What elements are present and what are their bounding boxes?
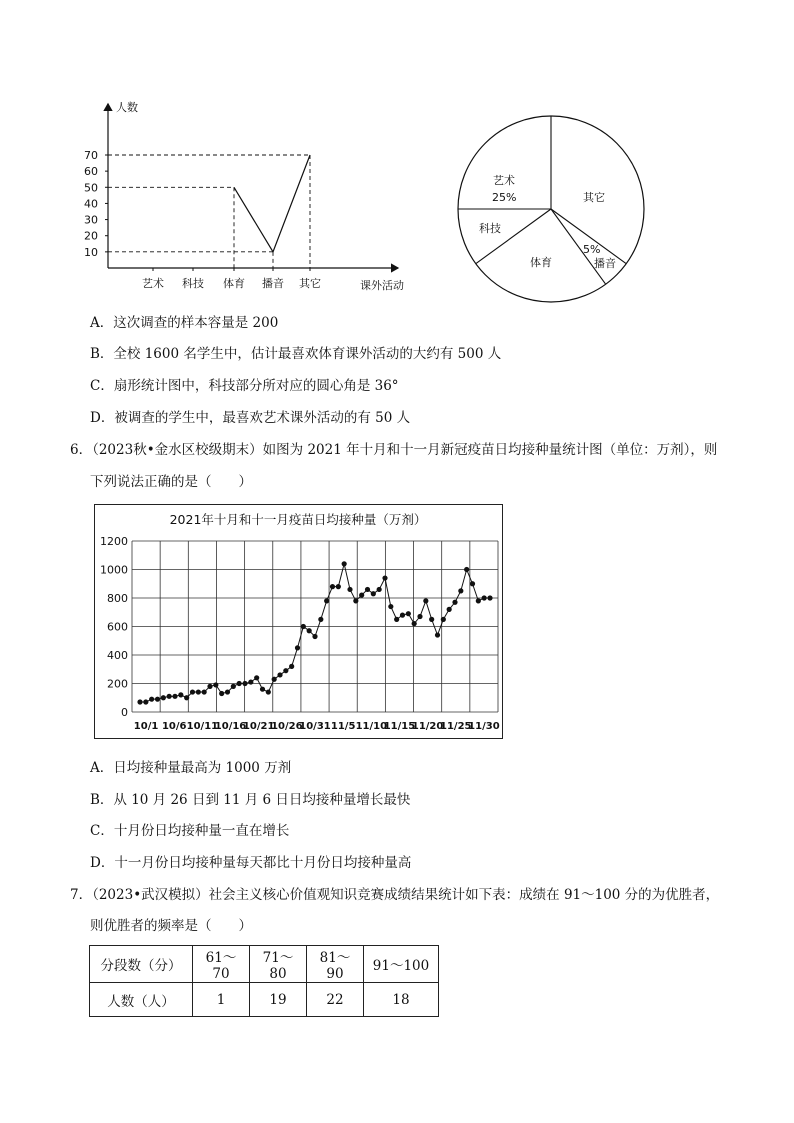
table-cell: 19 xyxy=(250,983,307,1017)
data-point xyxy=(312,634,317,639)
y-axis-label: 人数 xyxy=(116,101,138,114)
data-point xyxy=(149,697,154,702)
x-tick-label: 11/10 xyxy=(355,721,388,732)
data-point xyxy=(242,681,247,686)
x-tick-label: 11/15 xyxy=(383,721,416,732)
data-point xyxy=(336,584,341,589)
y-tick-label: 70 xyxy=(84,149,98,162)
data-point xyxy=(458,588,463,593)
x-axis-label: 课外活动 xyxy=(360,279,404,292)
data-point xyxy=(353,598,358,603)
data-point xyxy=(289,664,294,669)
data-point xyxy=(301,624,306,629)
q6-option-c: C．十月份日均接种量一直在增长 xyxy=(90,823,290,839)
q6-option-d: D．十一月份日均接种量每天都比十月份日均接种量高 xyxy=(90,855,412,871)
table-row xyxy=(90,983,439,1017)
data-point xyxy=(231,684,236,689)
x-tick-label: 10/1 xyxy=(133,721,159,732)
q6-stem-line2: 下列说法正确的是（ ） xyxy=(90,474,252,490)
data-point xyxy=(184,695,189,700)
x-tick-label: 11/25 xyxy=(440,721,472,732)
data-point xyxy=(365,587,370,592)
data-point xyxy=(423,598,428,603)
x-tick-label: 11/30 xyxy=(468,721,500,732)
q6-stem-line1: 6．（2023秋•金水区校级期末）如图为 2021 年十月和十一月新冠疫苗日均接种量统计图（单位：万剂），则 xyxy=(70,442,718,458)
y-tick-label: 1200 xyxy=(100,535,128,548)
data-point xyxy=(260,687,265,692)
y-tick-label: 20 xyxy=(84,229,98,243)
table-cell: 91～100 xyxy=(364,946,439,983)
data-point xyxy=(137,699,142,704)
data-point xyxy=(464,567,469,572)
data-point xyxy=(219,691,224,696)
data-point xyxy=(190,689,195,694)
data-point xyxy=(307,628,312,633)
data-point xyxy=(143,699,148,704)
data-point xyxy=(155,697,160,702)
y-tick-label: 50 xyxy=(84,181,98,195)
vaccine-line-chart xyxy=(94,504,504,740)
x-tick-label: 10/11 xyxy=(186,721,219,732)
q5-option-a: A．这次调查的样本容量是 200 xyxy=(90,315,279,331)
table-cell: 人数（人） xyxy=(90,983,193,1017)
table-cell: 61～70 xyxy=(193,946,250,983)
y-tick-label: 600 xyxy=(107,620,128,634)
q6-option-b: B．从 10 月 26 日到 11 月 6 日日均接种量增长最快 xyxy=(90,792,411,808)
pie-label-art: 艺术 xyxy=(493,174,515,187)
q7-stem-line2: 则优胜者的频率是（ ） xyxy=(90,918,252,934)
data-point xyxy=(342,561,347,566)
pie-label-tech: 科技 xyxy=(479,222,501,235)
activity-series-line xyxy=(234,155,310,252)
table-cell: 18 xyxy=(364,983,439,1017)
score-table xyxy=(89,945,439,1017)
x-tick-label: 10/31 xyxy=(299,721,331,732)
y-tick-label: 400 xyxy=(107,649,128,662)
x-category-label: 体育 xyxy=(223,277,245,290)
data-point xyxy=(283,668,288,673)
pie-label-sports: 体育 xyxy=(530,256,552,269)
table-cell: 81～90 xyxy=(307,946,364,983)
data-point xyxy=(394,617,399,622)
data-point xyxy=(412,621,417,626)
q6-option-a: A．日均接种量最高为 1000 万剂 xyxy=(90,760,292,776)
data-point xyxy=(248,679,253,684)
x-tick-label: 11/20 xyxy=(411,721,444,732)
x-tick-label: 10/26 xyxy=(271,721,303,732)
data-point xyxy=(476,598,481,603)
pie-label-art-pct: 25% xyxy=(492,191,517,204)
y-tick-label: 200 xyxy=(107,677,128,691)
data-point xyxy=(295,645,300,650)
y-tick-label: 1000 xyxy=(100,563,128,577)
data-point xyxy=(435,632,440,637)
x-tick-label: 10/6 xyxy=(161,721,187,732)
activity-pie-chart xyxy=(455,112,655,306)
table-cell: 22 xyxy=(307,983,364,1017)
data-point xyxy=(487,595,492,600)
data-point xyxy=(196,689,201,694)
q5-option-c: C．扇形统计图中，科技部分所对应的圆心角是 36° xyxy=(90,378,399,394)
table-header-row xyxy=(90,946,439,983)
data-point xyxy=(324,598,329,603)
data-point xyxy=(452,600,457,605)
activity-line-chart xyxy=(80,92,420,304)
data-point xyxy=(277,672,282,677)
data-point xyxy=(377,587,382,592)
y-tick-label: 60 xyxy=(84,165,98,179)
data-point xyxy=(371,591,376,596)
data-point xyxy=(441,617,446,622)
data-point xyxy=(167,694,172,699)
q7-stem-line1: 7．（2023•武汉模拟）社会主义核心价值观知识竞赛成绩结果统计如下表：成绩在 91～100 分的为优胜者， xyxy=(70,887,720,903)
data-point xyxy=(330,584,335,589)
y-tick-label: 0 xyxy=(121,706,128,719)
data-point xyxy=(429,617,434,622)
data-point xyxy=(207,684,212,689)
data-point xyxy=(213,682,218,687)
data-point xyxy=(202,689,207,694)
data-point xyxy=(417,614,422,619)
pie-label-broadcast-pct: 5% xyxy=(583,243,601,256)
pie-label-other: 其它 xyxy=(583,191,605,204)
y-tick-label: 800 xyxy=(107,592,128,605)
data-point xyxy=(272,677,277,682)
x-tick-label: 10/21 xyxy=(242,721,275,732)
y-tick-label: 10 xyxy=(84,245,98,259)
data-point xyxy=(388,604,393,609)
x-tick-label: 11/5 xyxy=(330,721,356,732)
data-point xyxy=(225,689,230,694)
data-point xyxy=(318,617,323,622)
x-category-label: 其它 xyxy=(299,277,321,290)
data-point xyxy=(266,689,271,694)
data-point xyxy=(237,681,242,686)
x-category-label: 艺术 xyxy=(142,277,164,290)
data-point xyxy=(178,692,183,697)
data-point xyxy=(359,593,364,598)
data-point xyxy=(482,595,487,600)
data-point xyxy=(400,613,405,618)
x-category-label: 播音 xyxy=(262,277,284,290)
x-category-label: 科技 xyxy=(182,277,204,290)
vaccine-chart-title: 2021年十月和十一月疫苗日均接种量（万剂） xyxy=(169,512,427,527)
table-cell: 分段数（分） xyxy=(90,946,193,983)
table-cell: 1 xyxy=(193,983,250,1017)
data-point xyxy=(254,675,259,680)
y-tick-label: 30 xyxy=(84,213,98,227)
data-point xyxy=(347,587,352,592)
q5-option-b: B．全校 1600 名学生中，估计最喜欢体育课外活动的大约有 500 人 xyxy=(90,346,502,362)
data-point xyxy=(172,694,177,699)
data-point xyxy=(382,575,387,580)
data-point xyxy=(161,695,166,700)
data-point xyxy=(406,611,411,616)
table-cell: 71～80 xyxy=(250,946,307,983)
x-tick-label: 10/16 xyxy=(214,721,247,732)
data-point xyxy=(447,607,452,612)
data-point xyxy=(470,581,475,586)
q5-option-d: D．被调查的学生中，最喜欢艺术课外活动的有 50 人 xyxy=(90,410,411,426)
y-tick-label: 40 xyxy=(84,197,98,211)
pie-label-broadcast: 播音 xyxy=(594,257,616,270)
